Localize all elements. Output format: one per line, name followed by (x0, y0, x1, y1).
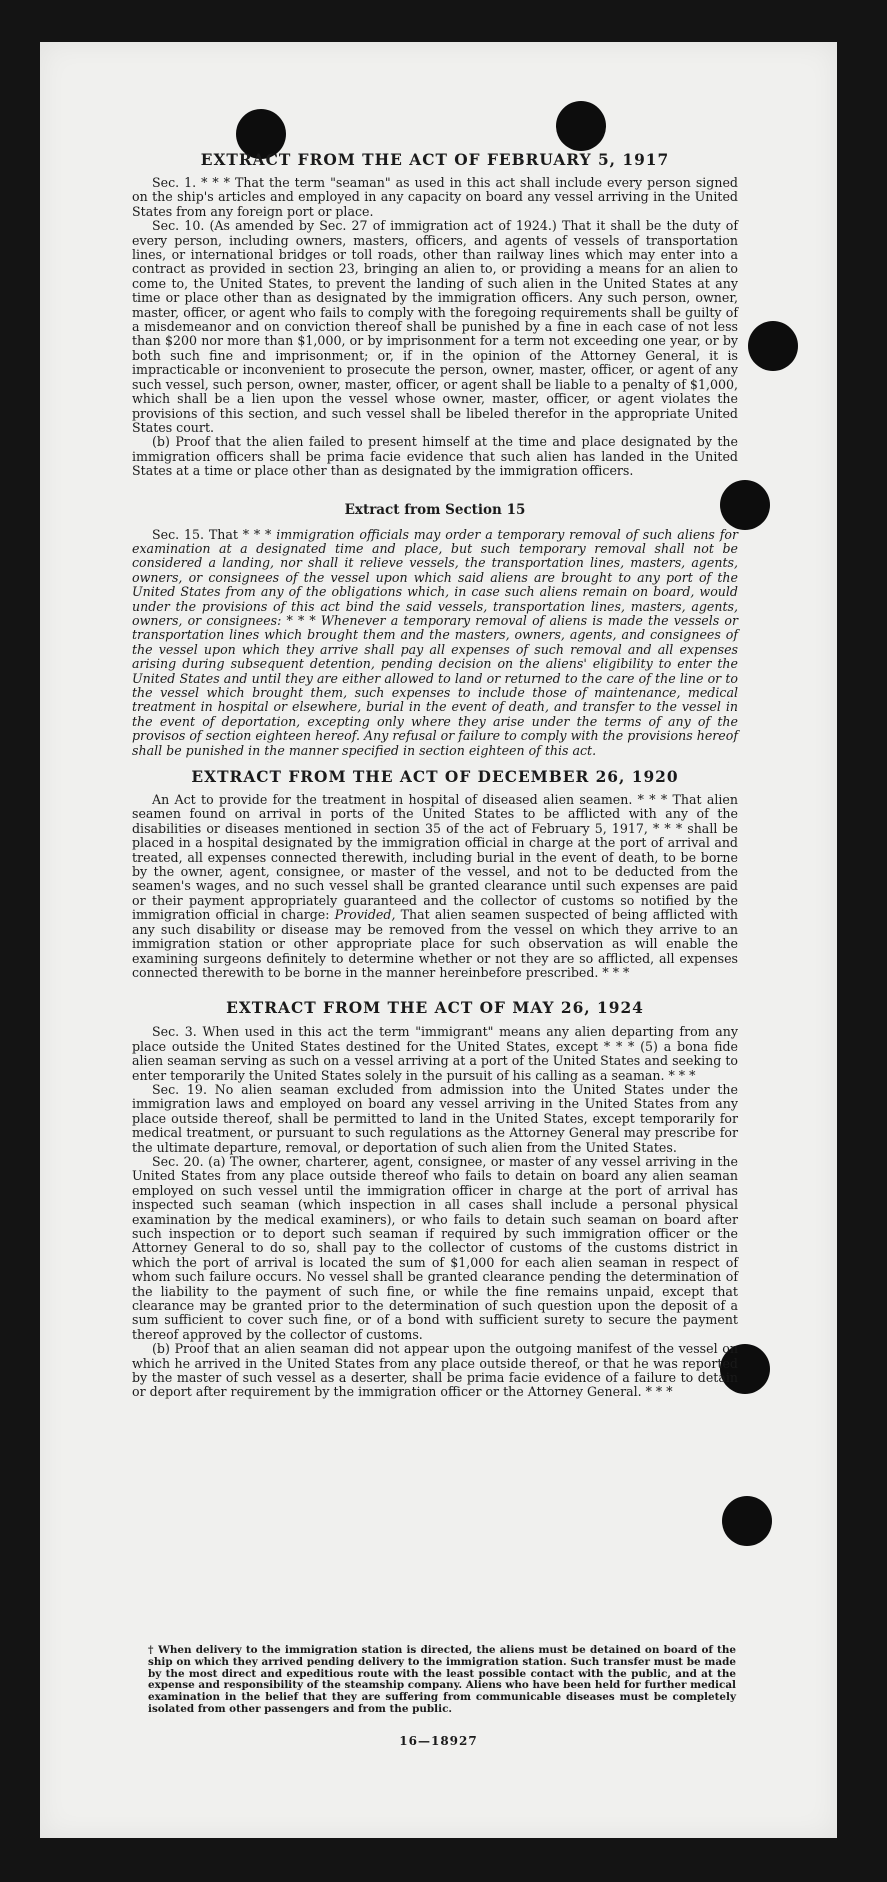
punch-hole (556, 101, 606, 151)
form-number: 16—18927 (399, 1734, 478, 1748)
section-title-may-1924: EXTRACT FROM THE ACT OF MAY 26, 1924 (226, 999, 644, 1018)
act-1920-text-a: An Act to provide for the treatment in hospital of diseased alien seamen. * * * That alien seamen found on arrival in ports of the United States to be afflicted with any of the disabilities or diseases mentioned in section 35 of the act of February 5, 1917, * * * shall be placed in a hospital designated by the immigration official in charge at the port of arrival and treated, all expenses connected therewith, including burial in the event of death, to be borne by the owner, agent, consignee, or master of the vessel, and not to be deducted from the seamen's wages, and no such vessel shall be granted clearance until such expenses are paid or their payment appropriately guaranteed and the collector of customs so notified by the immigration official in charge: (132, 792, 738, 923)
paragraph-sec-20-a: Sec. 20. (a) The owner, charterer, agent, consignee, or master of any vessel arriving in the United States from any place outside thereof who fails to detain on board any alien seaman employed on such vessel until the immigration officer in charge at the port of arrival has inspected such seaman (which inspection in all cases shall include a personal physical examination by the medical examiners), or who fails to detain such seaman on board after such inspection or to deport such seaman if required by such immigration officer or the Attorney General to do so, shall pay to the collector of customs of the customs district in which the port of arrival is located the sum of $1,000 for each alien seaman in respect of whom such failure occurs. No vessel shall be granted clearance pending the determination of the liability to the payment of such fine, or while the fine remains unpaid, except that clearance may be granted prior to the determination of such question upon the deposit of a sum sufficient to cover such fine, or of a bond with sufficient surety to secure the payment thereof approved by the collector of customs. (132, 1153, 738, 1342)
paragraph-sec-3: Sec. 3. When used in this act the term "immigrant" means any alien departing from any place outside the United States destined for the United States, except * * * (5) a bona fide alien seaman serving as such on a vessel arriving at a port of the United States and seeking to enter temporarily the United States solely in the pursuit of his calling as a seaman. * * * (132, 1024, 738, 1083)
punch-hole (722, 1496, 772, 1546)
section-title-feb-1917: EXTRACT FROM THE ACT OF FEBRUARY 5, 1917 (200, 151, 670, 169)
section-title-sec-15: Extract from Section 15 (344, 501, 526, 518)
paragraph-act-1920 (132, 793, 738, 980)
act-1920-proviso: Provided, (334, 907, 396, 923)
sec-15-body: immigration officials may order a temporary removal of such aliens for examination at a designated time and place, but such temporary removal shall not be considered a landing, nor shall it relieve vessels, the transportation lines, masters, agents, owners, or consignees of the vessel upon which said aliens are brought to any port of the United States from any of the obligations which, in case such aliens remain on board, would under the provisions of this act bind the said vessels, transportation lines, masters, agents, owners, or consignees: * * * Whenever a temporary removal of aliens is made the vessels or transportation lines which brought them and the masters, owners, agents, and consignees of the vessel upon which they arrive shall pay all expenses of such removal and all expenses arising during subsequent detention, pending decision on the aliens' eligibility to enter the United States and until they are either allowed to land or returned to the care of the line or to the vessel which brought them, such expenses to include those of maintenance, medical treatment in hospital or elsewhere, burial in the event of death, and transfer to the vessel in the event of deportation, excepting only where they arise under the terms of any of the provisos of section eighteen hereof. Any refusal or failure to comply with the provisions hereof shall be punished in the manner specified in section eighteen of this act. (132, 526, 739, 758)
document-page (40, 42, 837, 1838)
paragraph-sec-1: Sec. 1. * * * That the term "seaman" as used in this act shall include every person signed on the ship's articles and employed in any capacity on board any vessel arriving in the United States from any foreign port or place. (132, 175, 738, 219)
paragraph-sec-19: Sec. 19. No alien seaman excluded from admission into the United States under the immigration laws and employed on board any vessel arriving in the United States from any place outside thereof, shall be permitted to land in the United States, except temporarily for medical treatment, or pursuant to such regulations as the Attorney General may prescribe for the ultimate departure, removal, or deportation of such alien from the United States. (132, 1081, 738, 1155)
footnote: † When delivery to the immigration station is directed, the aliens must be detained on board of the ship on which they arrived pending delivery to the immigration station. Such transfer must be made by the most direct and expeditious route with the least possible contact with the public, and at the expense and responsibility of the steamship company. Aliens who have been held for further medical examination in the belief that they are suffering from communicable diseases must be completely isolated from other passengers and from the public. (148, 1644, 736, 1715)
paragraph-sec-10-b: (b) Proof that the alien failed to present himself at the time and place designated by the immigration officers shall be prima facie evidence that such alien has landed in the United States at a time or place other than as designated by the immigration officers. (132, 434, 738, 479)
paragraph-sec-15 (132, 528, 738, 759)
sec-15-lead: Sec. 15. That * * * (152, 526, 277, 542)
act-1920-text-b: That alien seamen suspected of being afflicted with any such disability or disease may be removed from the vessel on which they arrive to an immigration station or other appropriate place for such observation as will enable the examining surgeons definitely to determine whether or not they are so afflicted, all expenses connected therewith to be borne in the manner hereinbefore prescribed. * * * (132, 907, 739, 980)
punch-hole (748, 321, 798, 371)
section-title-dec-1920: EXTRACT FROM THE ACT OF DECEMBER 26, 1920 (191, 768, 679, 787)
paragraph-sec-20-b: (b) Proof that an alien seaman did not appear upon the outgoing manifest of the vessel on which he arrived in the United States from any place outside thereof, or that he was reported by the master of such vessel as a deserter, shall be prima facie evidence of a failure to detain or deport after requirement by the immigration officer or the Attorney General. * * * (132, 1341, 738, 1400)
paragraph-sec-10: Sec. 10. (As amended by Sec. 27 of immigration act of 1924.) That it shall be the duty of every person, including owners, masters, officers, and agents of vessels of transportation lines, or international bridges or toll roads, other than railway lines which may enter into a contract as provided in section 23, bringing an alien to, or providing a means for an alien to come to, the United States, to prevent the landing of such alien in the United States at any time or place other than as designated by the immigration officers. Any such person, owner, master, officer, or agent who fails to comply with the foregoing requirements shall be guilty of a misdemeanor and on conviction thereof shall be punished by a fine in each case of not less than $200 nor more than $1,000, or by imprisonment for a term not exceeding one year, or by both such fine and imprisonment; or, if in the opinion of the Attorney General, it is impracticable or inconvenient to prosecute the person, owner, master, officer, or agent of any such vessel, such person, owner, master, officer, or agent shall be liable to a penalty of $1,000, which shall be a lien upon the vessel whose owner, master, officer, or agent violates the provisions of this section, and such vessel shall be libeled therefor in the appropriate United States court. (132, 218, 738, 435)
document-body (132, 150, 738, 1400)
